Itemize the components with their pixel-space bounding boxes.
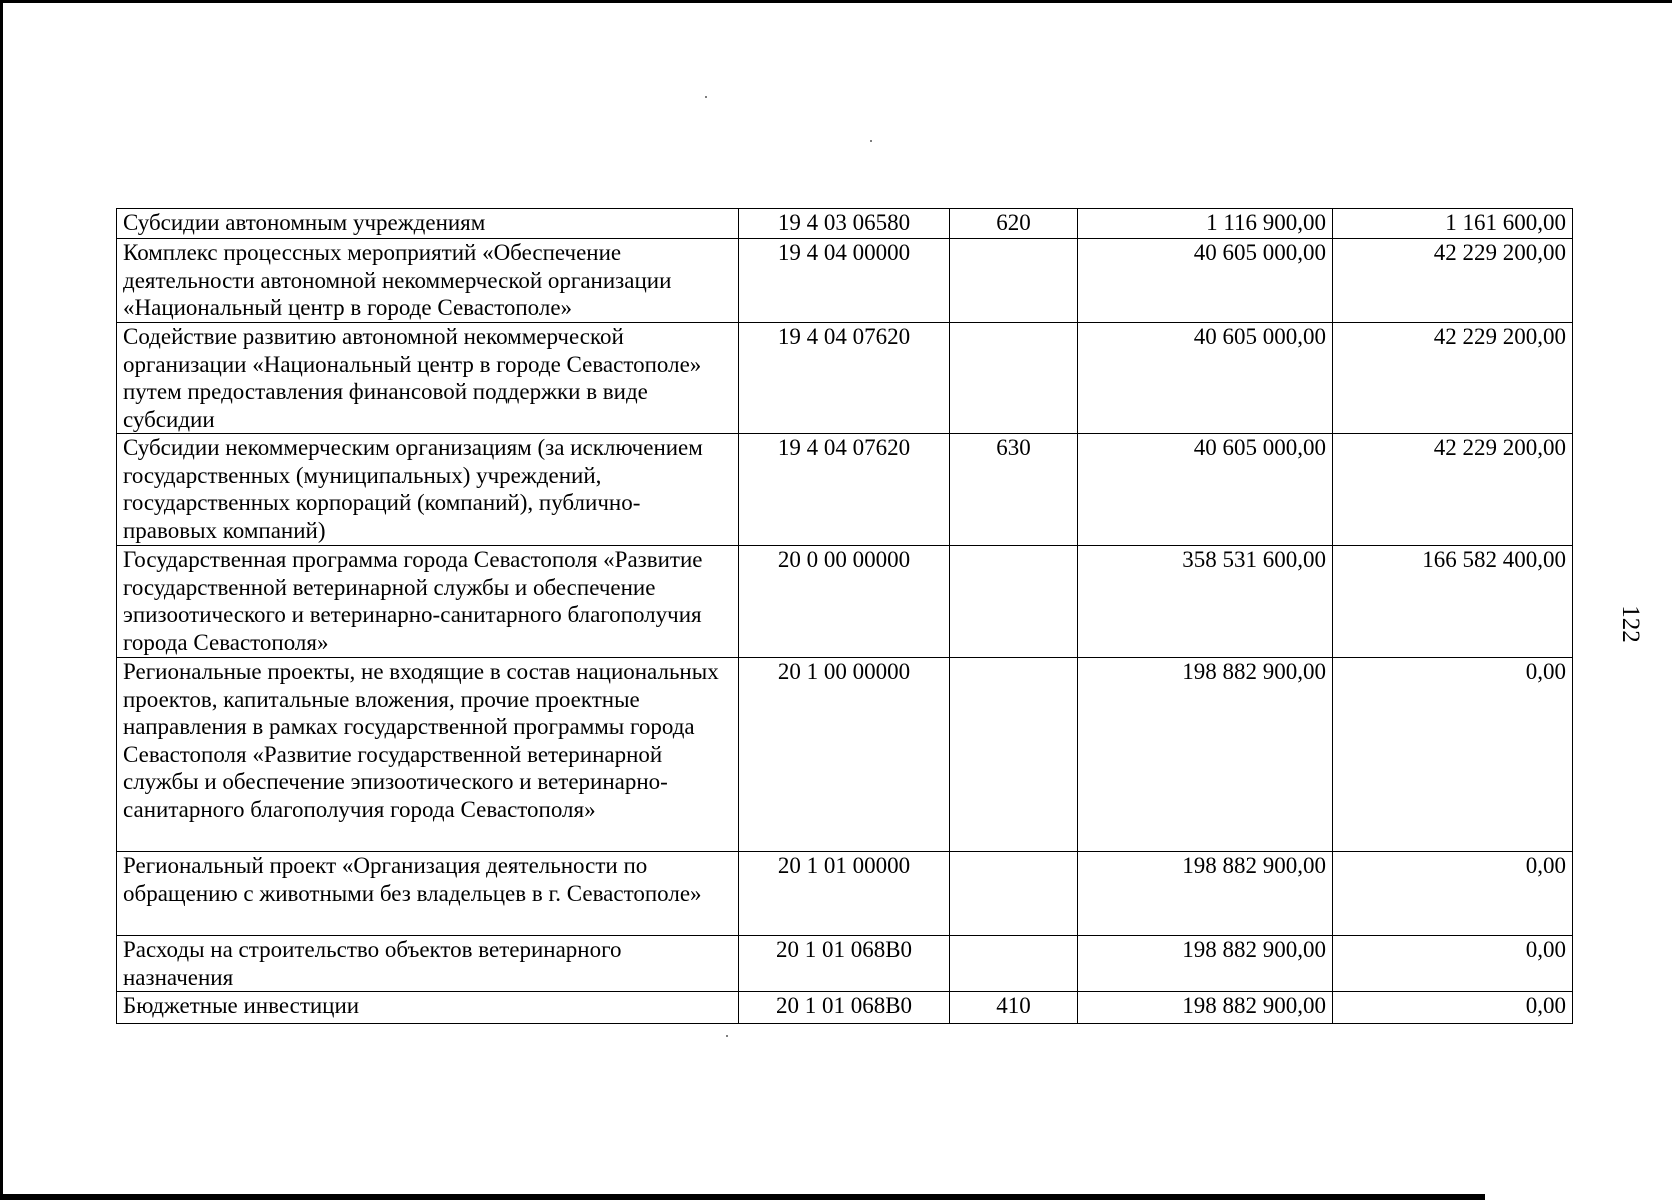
table-row (117, 239, 1573, 323)
row-code: 19 4 04 07620 (739, 323, 950, 434)
row-code: 20 1 01 068В0 (739, 992, 950, 1024)
row-code: 19 4 04 00000 (739, 239, 950, 323)
scan-speck (870, 140, 872, 142)
row-name: Субсидии автономным учреждениям (117, 209, 739, 239)
table-row (117, 434, 1573, 546)
row-name: Бюджетные инвестиции (117, 992, 739, 1024)
table-row (117, 992, 1573, 1024)
row-code: 19 4 04 07620 (739, 434, 950, 546)
row-amount-2: 0,00 (1333, 658, 1573, 852)
row-code: 20 1 01 00000 (739, 852, 950, 936)
row-name: Региональные проекты, не входящие в состав национальных проектов, капитальные вложения, прочие проектные направления в рамках государственной программы города Севастополя «Развитие государственной ветеринарной службы и обеспечение эпизоотического и ветеринарно-санитарного благополучия города Севастополя» (117, 658, 739, 852)
row-expense-type (950, 658, 1078, 852)
table-row (117, 209, 1573, 239)
table-row (117, 546, 1573, 658)
row-amount-2: 42 229 200,00 (1333, 323, 1573, 434)
row-name: Региональный проект «Организация деятельности по обращению с животными без владельцев в г. Севастополе» (117, 852, 739, 936)
budget-table (116, 208, 1573, 1024)
row-amount-2: 0,00 (1333, 992, 1573, 1024)
row-amount-1: 198 882 900,00 (1078, 852, 1333, 936)
row-expense-type: 630 (950, 434, 1078, 546)
row-amount-2: 42 229 200,00 (1333, 434, 1573, 546)
row-amount-1: 40 605 000,00 (1078, 239, 1333, 323)
row-expense-type (950, 936, 1078, 992)
row-expense-type (950, 852, 1078, 936)
row-amount-1: 198 882 900,00 (1078, 936, 1333, 992)
row-name: Комплекс процессных мероприятий «Обеспечение деятельности автономной некоммерческой организации «Национальный центр в городе Севастополе» (117, 239, 739, 323)
row-expense-type (950, 546, 1078, 658)
row-expense-type: 410 (950, 992, 1078, 1024)
row-amount-2: 42 229 200,00 (1333, 239, 1573, 323)
row-code: 20 1 01 068В0 (739, 936, 950, 992)
row-expense-type (950, 323, 1078, 434)
table-row (117, 658, 1573, 852)
row-expense-type: 620 (950, 209, 1078, 239)
row-amount-2: 0,00 (1333, 936, 1573, 992)
table-row (117, 852, 1573, 936)
row-amount-1: 40 605 000,00 (1078, 434, 1333, 546)
row-name: Содействие развитию автономной некоммерческой организации «Национальный центр в городе Севастополе» путем предоставления финансовой поддержки в виде субсидии (117, 323, 739, 434)
scan-edge-left (0, 0, 3, 1200)
row-amount-2: 166 582 400,00 (1333, 546, 1573, 658)
scan-speck (726, 1035, 728, 1037)
row-amount-1: 40 605 000,00 (1078, 323, 1333, 434)
row-amount-1: 1 116 900,00 (1078, 209, 1333, 239)
row-name: Субсидии некоммерческим организациям (за исключением государственных (муниципальных) учреждений, государственных корпораций (компаний), публично-правовых компаний) (117, 434, 739, 546)
row-name: Государственная программа города Севастополя «Развитие государственной ветеринарной службы и обеспечение эпизоотического и ветеринарно-санитарного благополучия города Севастополя» (117, 546, 739, 658)
row-amount-1: 198 882 900,00 (1078, 992, 1333, 1024)
table-row (117, 323, 1573, 434)
page-number: 122 (1616, 605, 1644, 643)
row-amount-1: 198 882 900,00 (1078, 658, 1333, 852)
scan-speck (705, 96, 707, 98)
row-code: 20 0 00 00000 (739, 546, 950, 658)
row-amount-1: 358 531 600,00 (1078, 546, 1333, 658)
row-amount-2: 0,00 (1333, 852, 1573, 936)
row-expense-type (950, 239, 1078, 323)
row-code: 20 1 00 00000 (739, 658, 950, 852)
row-name: Расходы на строительство объектов ветеринарного назначения (117, 936, 739, 992)
scan-edge-bottom (0, 1194, 1485, 1200)
row-code: 19 4 03 06580 (739, 209, 950, 239)
table-row (117, 936, 1573, 992)
row-amount-2: 1 161 600,00 (1333, 209, 1573, 239)
scan-edge-top (0, 0, 1672, 3)
